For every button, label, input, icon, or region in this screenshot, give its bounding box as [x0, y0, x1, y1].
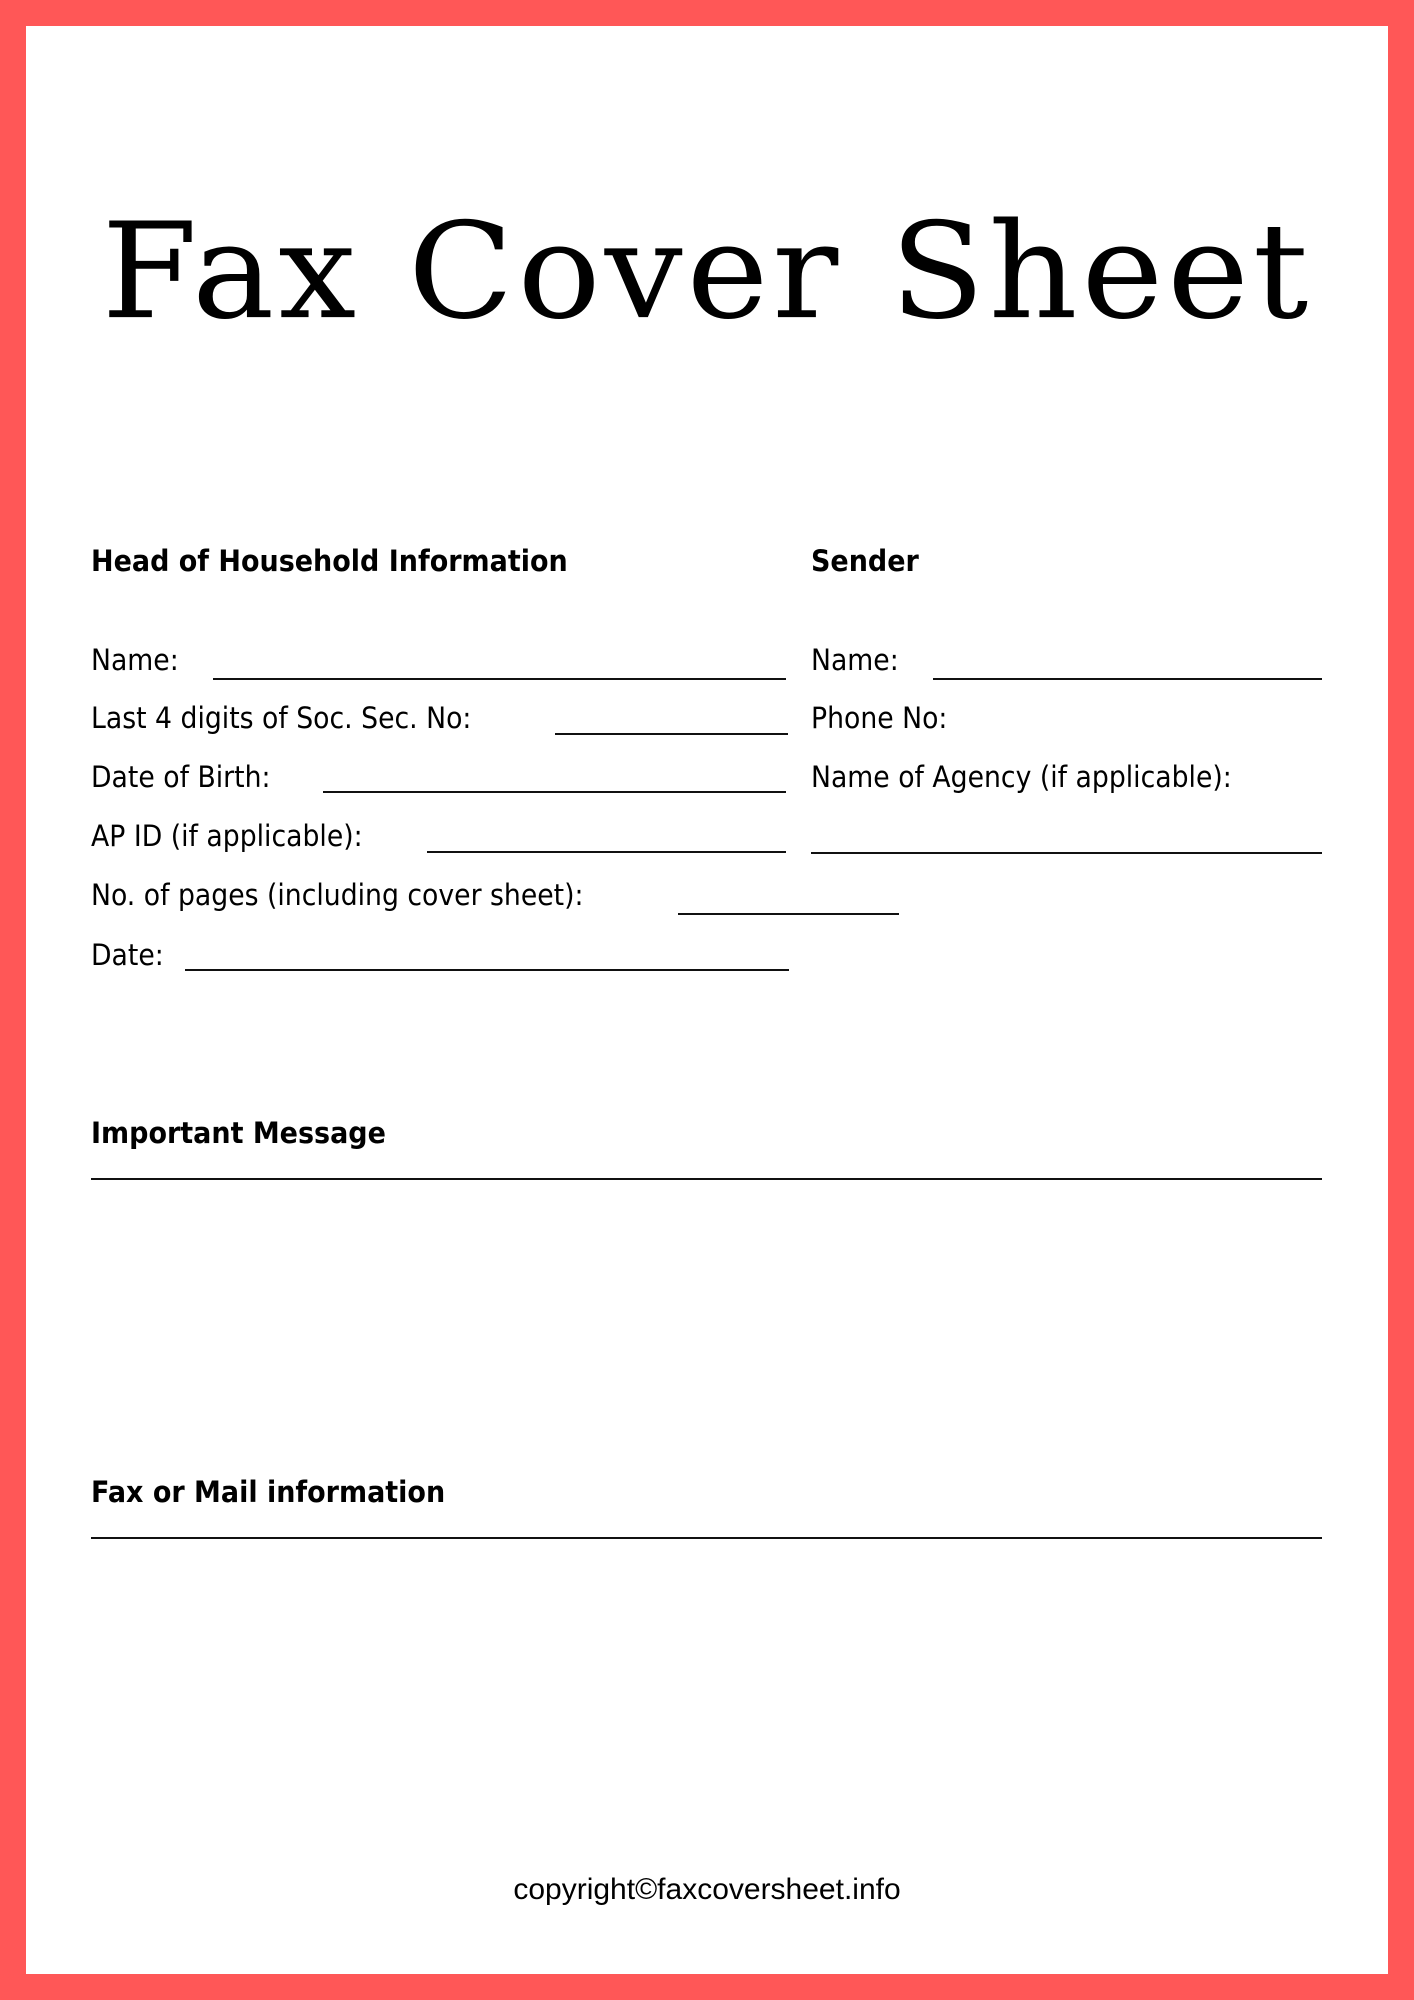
pages-count-underline — [678, 913, 899, 915]
date-underline — [185, 969, 789, 971]
sender-phone-field[interactable] — [985, 703, 1322, 733]
household-dob-field[interactable] — [323, 761, 786, 791]
household-ssn-underline — [555, 733, 788, 735]
household-dob-underline — [323, 791, 786, 793]
sender-agency-underline — [811, 852, 1322, 854]
sender-name-underline — [933, 678, 1322, 680]
fax-mail-info-rule — [91, 1537, 1322, 1539]
household-name-label: Name: — [91, 643, 179, 677]
important-message-textarea[interactable] — [91, 1186, 1322, 1436]
important-message-heading: Important Message — [91, 1116, 386, 1150]
important-message-rule — [91, 1178, 1322, 1180]
household-ssn-label: Last 4 digits of Soc. Sec. No: — [91, 701, 472, 735]
household-apid-underline — [427, 851, 786, 853]
sender-agency-label: Name of Agency (if applicable): — [811, 760, 1232, 794]
fax-mail-info-heading: Fax or Mail information — [91, 1475, 446, 1509]
pages-count-field[interactable] — [678, 883, 899, 913]
pages-count-label: No. of pages (including cover sheet): — [91, 878, 584, 912]
fax-mail-info-textarea[interactable] — [91, 1545, 1322, 1835]
household-apid-label: AP ID (if applicable): — [91, 819, 363, 853]
household-ssn-field[interactable] — [555, 703, 788, 733]
sender-agency-field[interactable] — [811, 820, 1322, 850]
household-name-underline — [213, 678, 786, 680]
footer-copyright: copyright©faxcoversheet.info — [513, 1873, 901, 1906]
date-field[interactable] — [185, 939, 789, 969]
household-heading: Head of Household Information — [91, 544, 568, 578]
household-dob-label: Date of Birth: — [91, 760, 271, 794]
page-title: Fax Cover Sheet — [101, 194, 1313, 350]
sender-name-label: Name: — [811, 643, 899, 677]
sender-phone-label: Phone No: — [811, 701, 948, 735]
household-apid-field[interactable] — [427, 821, 786, 851]
sender-name-field[interactable] — [933, 648, 1322, 678]
sender-heading: Sender — [811, 544, 919, 578]
household-name-field[interactable] — [213, 648, 786, 678]
date-label: Date: — [91, 938, 164, 972]
